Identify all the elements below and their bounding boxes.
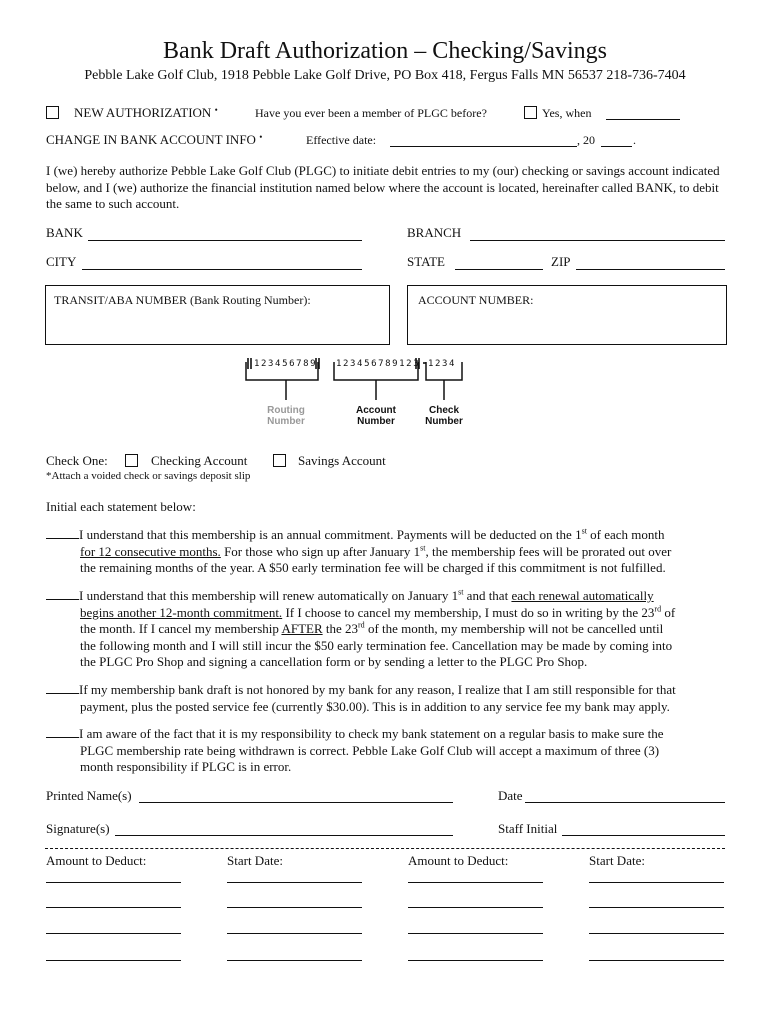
account-digits: 123456789123 [336,359,421,369]
start-date-line[interactable] [227,907,362,908]
initial-blank-3[interactable] [46,682,79,694]
initial-blank-2[interactable] [46,588,79,600]
new-authorization-label: NEW AUTHORIZATION [74,105,212,120]
start-date-line[interactable] [227,960,362,961]
state-input[interactable] [455,269,543,270]
bank-label: BANK [46,225,83,240]
start-date-line[interactable] [227,933,362,934]
statement-3: If my membership bank draft is not honored by my bank for any reason, I realize that I am still responsible for that payment, plus the posted service fee (currently $30.00). This is in addition to any service fee my bank may apply. [46,682,726,715]
routing-number-label: TRANSIT/ABA NUMBER (Bank Routing Number): [54,293,311,307]
attach-voided-check-note: *Attach a voided check or savings deposit slip [46,470,251,482]
printed-name-input[interactable] [139,802,453,803]
start-date-line[interactable] [589,933,724,934]
account-number-label: ACCOUNT NUMBER: [418,293,534,307]
state-label: STATE [407,254,445,269]
account-number-caption: Account Number [356,405,396,427]
statement-1: I understand that this membership is an annual commitment. Payments will be deducted on the 1st of each month for 12 consecutive months. For those who sign up after January 1st, the membership fees will be prorated out over the remaining months of the year. A $50 early termination fee will be charged if this commitment is not fulfilled. [46,527,726,577]
amount-line[interactable] [46,933,181,934]
page-title: Bank Draft Authorization – Checking/Savings [163,38,607,64]
statement-4: I am aware of the fact that it is my responsibility to check my bank statement on a regular basis to make sure the PLGC membership rate being withdrawn is correct. Pebble Lake Golf Club will accept a maximum of three (3) month responsibility if PLGC is in error. [46,726,726,776]
savings-account-checkbox[interactable] [273,454,286,467]
amount-line[interactable] [408,907,543,908]
year-prefix: , 20 [577,133,595,147]
year-period: . [633,133,636,147]
amount-to-deduct-label-1: Amount to Deduct: [46,853,147,868]
amount-line[interactable] [408,882,543,883]
routing-number-caption: Routing Number [267,405,305,427]
effective-date-label: Effective date: [306,133,377,147]
start-date-line[interactable] [227,882,362,883]
routing-number-box[interactable] [45,285,390,345]
amount-line[interactable] [408,960,543,961]
start-date-line[interactable] [589,907,724,908]
yes-when-label: Yes, when [542,106,592,120]
start-date-line[interactable] [589,882,724,883]
staff-initial-input[interactable] [562,835,725,836]
bullet-2: • [259,132,263,142]
club-address: Pebble Lake Golf Club, 1918 Pebble Lake Golf Drive, PO Box 418, Fergus Falls MN 56537 218-736-7404 [84,68,686,83]
checking-account-checkbox[interactable] [125,454,138,467]
amount-line[interactable] [46,882,181,883]
change-account-label: CHANGE IN BANK ACCOUNT INFO [46,132,256,147]
check-one-label: Check One: [46,453,108,468]
yes-member-checkbox[interactable] [524,106,537,119]
check-diagram [230,352,550,432]
zip-label: ZIP [551,254,571,269]
yes-when-input[interactable] [606,119,680,120]
checking-account-label: Checking Account [151,453,248,468]
check-digits: 1234 [428,359,457,369]
initial-heading: Initial each statement below: [46,499,196,514]
member-question: Have you ever been a member of PLGC before? [255,106,487,120]
amount-line[interactable] [408,933,543,934]
printed-name-label: Printed Name(s) [46,788,132,803]
authorization-paragraph: I (we) hereby authorize Pebble Lake Golf Club (PLGC) to initiate debit entries to my (our) checking or savings account indicated below, and I (we) authorize the financial institution named below where the account is located, hereinafter called BANK, to debit the same to such account. [46,163,720,211]
start-date-label-1: Start Date: [227,853,283,868]
statement-2: I understand that this membership will renew automatically on January 1st and that each renewal automatically begins another 12-month commitment. If I choose to cancel my membership, I must do so in writing by the 23rd of the month. If I cancel my membership AFTER the 23rd of the month, my membership will not be cancelled until the following month and I will still incur the $50 early termination fee. Cancellation may be made by coming into the PLGC Pro Shop and signing a cancellation form or by sending a letter to the PLGC Pro Shop. [46,588,726,671]
bullet-1: • [214,105,218,115]
year-input[interactable] [601,146,632,147]
signature-input[interactable] [115,835,453,836]
amount-line[interactable] [46,907,181,908]
zip-input[interactable] [576,269,725,270]
new-authorization-checkbox[interactable] [46,106,59,119]
start-date-line[interactable] [589,960,724,961]
signature-label: Signature(s) [46,821,110,836]
amount-line[interactable] [46,960,181,961]
initial-blank-4[interactable] [46,726,79,738]
routing-digits: 123456789 [254,359,318,369]
date-label: Date [498,788,523,803]
office-use-divider [45,848,725,849]
branch-label: BRANCH [407,225,462,240]
city-label: CITY [46,254,77,269]
savings-account-label: Savings Account [298,453,386,468]
date-input[interactable] [525,802,725,803]
check-number-caption: Check Number [425,405,463,427]
staff-initial-label: Staff Initial [498,821,558,836]
start-date-label-2: Start Date: [589,853,645,868]
bank-input[interactable] [88,240,362,241]
city-input[interactable] [82,269,362,270]
initial-blank-1[interactable] [46,527,79,539]
amount-to-deduct-label-2: Amount to Deduct: [408,853,509,868]
account-number-box[interactable] [407,285,727,345]
effective-date-input[interactable] [390,146,577,147]
branch-input[interactable] [470,240,725,241]
